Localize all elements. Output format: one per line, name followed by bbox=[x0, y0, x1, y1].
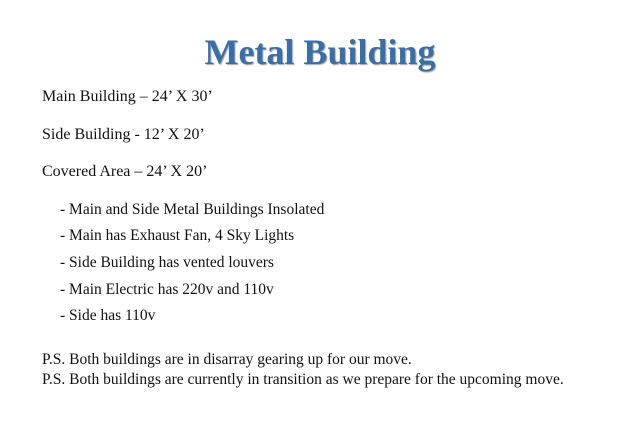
feature-side-electric: - Side has 110v bbox=[60, 307, 156, 324]
page-title: Metal Building bbox=[204, 32, 436, 72]
feature-exhaust-skylights: - Main has Exhaust Fan, 4 Sky Lights bbox=[60, 227, 295, 244]
note-disarray: P.S. Both buildings are in disarray gearing up for our move. bbox=[42, 351, 412, 368]
spec-covered-area: Covered Area – 24’ X 20’ bbox=[42, 163, 208, 180]
spec-main-building: Main Building – 24’ X 30’ bbox=[42, 88, 213, 105]
spec-side-building: Side Building - 12’ X 20’ bbox=[42, 126, 205, 143]
feature-main-electric: - Main Electric has 220v and 110v bbox=[60, 281, 274, 298]
feature-insulation: - Main and Side Metal Buildings Insolated bbox=[60, 201, 325, 218]
feature-louvers: - Side Building has vented louvers bbox=[60, 254, 274, 271]
note-transition: P.S. Both buildings are currently in transition as we prepare for the upcoming move. bbox=[42, 371, 564, 388]
